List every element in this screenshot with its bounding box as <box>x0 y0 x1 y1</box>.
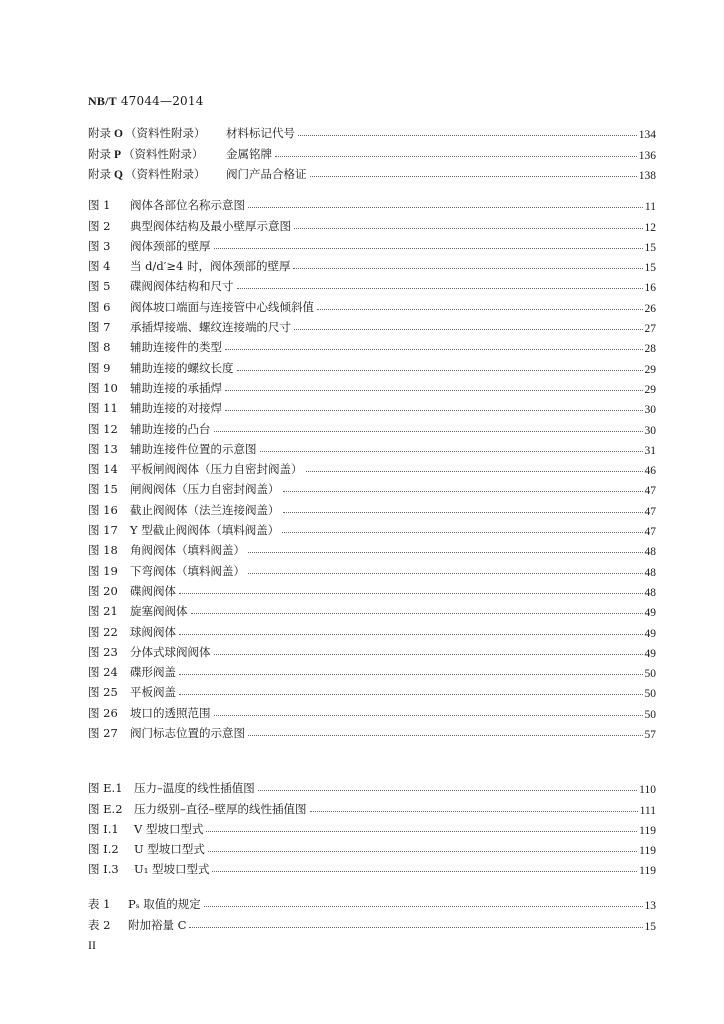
entry-number <box>88 125 226 141</box>
entry-page: 28 <box>644 343 656 356</box>
dot-leader <box>283 512 643 513</box>
entry-number: 图 7 <box>88 320 111 335</box>
appendix-prefix: 附录 <box>88 126 111 141</box>
appendix-kind: （资料性附录） <box>123 146 204 161</box>
entry-number: 图 16 <box>88 502 118 517</box>
dot-leader <box>225 410 643 411</box>
figure-entry[interactable] <box>88 437 656 457</box>
entry-page: 48 <box>644 546 656 559</box>
entry-number: 图 20 <box>88 583 118 598</box>
dot-leader <box>310 811 638 812</box>
figure-entry[interactable] <box>88 538 656 558</box>
entry-title: 辅助连接的凸台 <box>130 421 211 436</box>
entry-number: 图 E.2 <box>88 801 123 816</box>
dot-leader <box>248 573 643 574</box>
entry-title: 辅助连接的承插焊 <box>130 380 222 395</box>
entry-title: U₁ 型坡口型式 <box>134 862 210 877</box>
figure-entry[interactable] <box>88 254 656 274</box>
entry-number: 图 19 <box>88 563 118 578</box>
entry-page: 16 <box>644 282 656 295</box>
dot-leader <box>248 207 643 208</box>
appendix-figure-list <box>88 776 656 877</box>
figure-entry[interactable] <box>88 579 656 599</box>
entry-page: 15 <box>644 241 656 254</box>
dot-leader <box>258 790 637 791</box>
dot-leader <box>282 532 642 533</box>
entry-title: V 型坡口型式 <box>134 821 204 836</box>
dot-leader <box>298 135 637 136</box>
entry-page: 15 <box>644 920 656 933</box>
entry-page: 48 <box>644 566 656 579</box>
entry-title: 坡口的透照范围 <box>130 705 211 720</box>
dot-leader <box>214 431 643 432</box>
entry-number: 图 4 <box>88 259 111 274</box>
figure-entry[interactable] <box>88 660 656 680</box>
appendix-kind: （资料性附录） <box>124 126 206 141</box>
entry-title: 阀门标志位置的示意图 <box>130 726 245 741</box>
dot-leader <box>179 674 643 675</box>
entry-number: 图 1 <box>88 198 111 213</box>
table-entry[interactable] <box>88 912 656 932</box>
entry-title: 分体式球阀阀体 <box>130 644 211 659</box>
entry-title: 阀体坡口端面与连接管中心线倾斜值 <box>130 299 314 314</box>
entry-title: 辅助连接件的类型 <box>130 340 222 355</box>
dot-leader <box>206 831 637 832</box>
figure-entry[interactable] <box>88 396 656 416</box>
entry-page: 119 <box>639 824 656 837</box>
entry-page: 50 <box>644 688 656 701</box>
entry-page: 30 <box>644 424 656 437</box>
figure-entry[interactable] <box>88 416 656 436</box>
entry-page: 47 <box>644 526 656 539</box>
entry-number: 表 1 <box>88 897 111 912</box>
entry-number: 图 I.1 <box>88 821 119 836</box>
entry-number <box>88 146 226 162</box>
entry-number: 图 21 <box>88 604 118 619</box>
entry-page: 49 <box>644 607 656 620</box>
entry-page: 119 <box>639 845 656 858</box>
entry-page: 110 <box>639 784 656 797</box>
entry-title: 旋塞阀阀体 <box>130 604 188 619</box>
figure-entry[interactable] <box>88 700 656 720</box>
entry-title: 闸阀阀体（压力自密封阀盖） <box>130 482 280 497</box>
entry-title: 截止阀阀体（法兰连接阀盖） <box>130 502 280 517</box>
dot-leader <box>248 735 643 736</box>
dot-leader <box>225 349 643 350</box>
entry-title: 材料标记代号 <box>226 126 295 141</box>
entry-title: 附加裕量 C <box>128 917 187 932</box>
table-list <box>88 892 656 933</box>
figure-entry[interactable] <box>88 355 656 375</box>
entry-number <box>88 166 226 182</box>
appendix-entry[interactable] <box>88 141 656 161</box>
entry-page: 49 <box>644 627 656 640</box>
entry-page: 47 <box>644 485 656 498</box>
entry-page: 47 <box>644 505 656 518</box>
figure-list <box>88 193 656 741</box>
entry-page: 15 <box>644 262 656 275</box>
dot-leader <box>294 228 643 229</box>
entry-page: 13 <box>644 900 656 913</box>
figure-entry[interactable] <box>88 857 656 877</box>
figure-entry[interactable] <box>88 497 656 517</box>
entry-title: 平板闸阀阀体（压力自密封阀盖） <box>130 462 303 477</box>
entry-number: 图 12 <box>88 421 118 436</box>
figure-entry[interactable] <box>88 619 656 639</box>
entry-number: 图 22 <box>88 624 118 639</box>
entry-number: 图 11 <box>88 401 118 416</box>
appendix-list <box>88 121 656 182</box>
entry-number: 图 27 <box>88 726 118 741</box>
entry-title: 压力级别–直径–壁厚的线性插值图 <box>134 801 307 816</box>
dot-leader <box>237 370 643 371</box>
figure-entry[interactable] <box>88 213 656 233</box>
entry-title: 下弯阀体（填料阀盖） <box>130 563 245 578</box>
entry-title: 辅助连接件位置的示意图 <box>130 441 257 456</box>
entry-title: 碟阀阀体 <box>130 583 176 598</box>
entry-title: 球阀阀体 <box>130 624 176 639</box>
dot-leader <box>191 613 643 614</box>
entry-page: 136 <box>638 149 656 162</box>
dot-leader <box>248 552 643 553</box>
entry-title: 压力–温度的线性插值图 <box>134 781 255 796</box>
figure-entry[interactable] <box>88 837 656 857</box>
standard-header <box>88 94 204 109</box>
entry-title: 平板阀盖 <box>130 685 176 700</box>
entry-number: 图 3 <box>88 238 111 253</box>
figure-entry[interactable] <box>88 294 656 314</box>
entry-title: 碟阀阀体结构和尺寸 <box>130 279 234 294</box>
figure-entry[interactable] <box>88 274 656 294</box>
figure-entry[interactable] <box>88 376 656 396</box>
entry-number: 表 2 <box>88 917 111 932</box>
entry-page: 48 <box>644 586 656 599</box>
dot-leader <box>179 593 643 594</box>
figure-entry[interactable] <box>88 721 656 741</box>
entry-title: 阀体颈部的壁厚 <box>130 238 211 253</box>
entry-title: 典型阀体结构及最小壁厚示意图 <box>130 218 291 233</box>
entry-page: 50 <box>644 668 656 681</box>
dot-leader <box>317 309 643 310</box>
dot-leader <box>306 471 643 472</box>
entry-page: 29 <box>644 363 656 376</box>
page-number: II <box>88 938 96 952</box>
entry-page: 26 <box>644 302 656 315</box>
entry-number: 图 15 <box>88 482 118 497</box>
entry-number: 图 10 <box>88 380 118 395</box>
entry-title: 承插焊接端、螺纹连接端的尺寸 <box>130 320 291 335</box>
entry-title: 辅助连接的螺纹长度 <box>130 360 234 375</box>
entry-page: 49 <box>644 647 656 660</box>
dot-leader <box>208 851 637 852</box>
entry-number: 图 8 <box>88 340 111 355</box>
figure-entry[interactable] <box>88 796 656 816</box>
entry-number: 图 I.2 <box>88 842 119 857</box>
entry-page: 27 <box>644 323 656 336</box>
entry-number: 图 5 <box>88 279 111 294</box>
entry-title: Pₛ 取值的规定 <box>128 897 201 912</box>
entry-title: 阀体各部位名称示意图 <box>130 198 245 213</box>
figure-entry[interactable] <box>88 640 656 660</box>
dot-leader <box>283 491 643 492</box>
entry-page: 46 <box>644 465 656 478</box>
dot-leader <box>214 715 643 716</box>
entry-page: 50 <box>644 708 656 721</box>
entry-number: 图 26 <box>88 705 118 720</box>
standard-number: 47044—2014 <box>120 94 204 108</box>
dot-leader <box>212 871 637 872</box>
figure-entry[interactable] <box>88 776 656 796</box>
entry-number: 图 I.3 <box>88 862 119 877</box>
entry-title: 角阀阀体（填料阀盖） <box>130 543 245 558</box>
figure-entry[interactable] <box>88 518 656 538</box>
figure-entry[interactable] <box>88 477 656 497</box>
dot-leader <box>294 329 643 330</box>
entry-page: 30 <box>644 404 656 417</box>
appendix-kind: （资料性附录） <box>124 166 206 181</box>
entry-title: 阀门产品合格证 <box>226 166 307 181</box>
appendix-letter: O <box>114 128 123 141</box>
dot-leader <box>275 156 637 157</box>
dot-leader <box>237 288 643 289</box>
figure-entry[interactable] <box>88 817 656 837</box>
figure-entry[interactable] <box>88 315 656 335</box>
dot-leader <box>179 634 643 635</box>
figure-entry[interactable] <box>88 335 656 355</box>
entry-page: 57 <box>644 729 656 742</box>
entry-number: 图 18 <box>88 543 118 558</box>
dot-leader <box>204 906 643 907</box>
entry-title: 碟形阀盖 <box>130 665 176 680</box>
figure-entry[interactable] <box>88 193 656 213</box>
entry-title: Y 型截止阀阀体（填料阀盖） <box>130 523 280 538</box>
dot-leader <box>214 654 643 655</box>
entry-title: 金属铭牌 <box>226 146 272 161</box>
entry-number: 图 25 <box>88 685 118 700</box>
standard-code: NB/T <box>88 94 117 108</box>
entry-number: 图 17 <box>88 523 118 538</box>
dot-leader <box>260 451 643 452</box>
appendix-entry[interactable] <box>88 121 656 141</box>
figure-entry[interactable] <box>88 599 656 619</box>
entry-number: 图 24 <box>88 665 118 680</box>
entry-page: 119 <box>639 865 656 878</box>
entry-title: 辅助连接的对接焊 <box>130 401 222 416</box>
entry-page: 29 <box>644 383 656 396</box>
dot-leader <box>189 927 642 928</box>
entry-title: 当 d/d′≥4 时，阀体颈部的壁厚 <box>130 259 291 274</box>
entry-page: 111 <box>639 804 656 817</box>
appendix-letter: Q <box>114 168 123 181</box>
entry-number: 图 E.1 <box>88 781 123 796</box>
figure-entry[interactable] <box>88 234 656 254</box>
entry-number: 图 13 <box>88 441 118 456</box>
figure-entry[interactable] <box>88 558 656 578</box>
entry-title: U 型坡口型式 <box>134 842 205 857</box>
entry-number: 图 2 <box>88 218 111 233</box>
appendix-prefix: 附录 <box>88 166 111 181</box>
entry-page: 11 <box>644 201 656 214</box>
entry-number: 图 9 <box>88 360 111 375</box>
entry-number: 图 23 <box>88 644 118 659</box>
dot-leader <box>179 694 643 695</box>
entry-page: 138 <box>638 169 656 182</box>
appendix-letter: P <box>114 148 122 161</box>
dot-leader <box>225 390 643 391</box>
entry-number: 图 14 <box>88 462 118 477</box>
dot-leader <box>293 268 642 269</box>
appendix-prefix: 附录 <box>88 146 111 161</box>
figure-entry[interactable] <box>88 457 656 477</box>
entry-page: 12 <box>644 221 656 234</box>
appendix-entry[interactable] <box>88 162 656 182</box>
figure-entry[interactable] <box>88 680 656 700</box>
entry-number: 图 6 <box>88 299 111 314</box>
entry-page: 31 <box>644 444 656 457</box>
table-entry[interactable] <box>88 892 656 912</box>
dot-leader <box>214 248 643 249</box>
entry-page: 134 <box>638 129 656 142</box>
dot-leader <box>310 176 637 177</box>
